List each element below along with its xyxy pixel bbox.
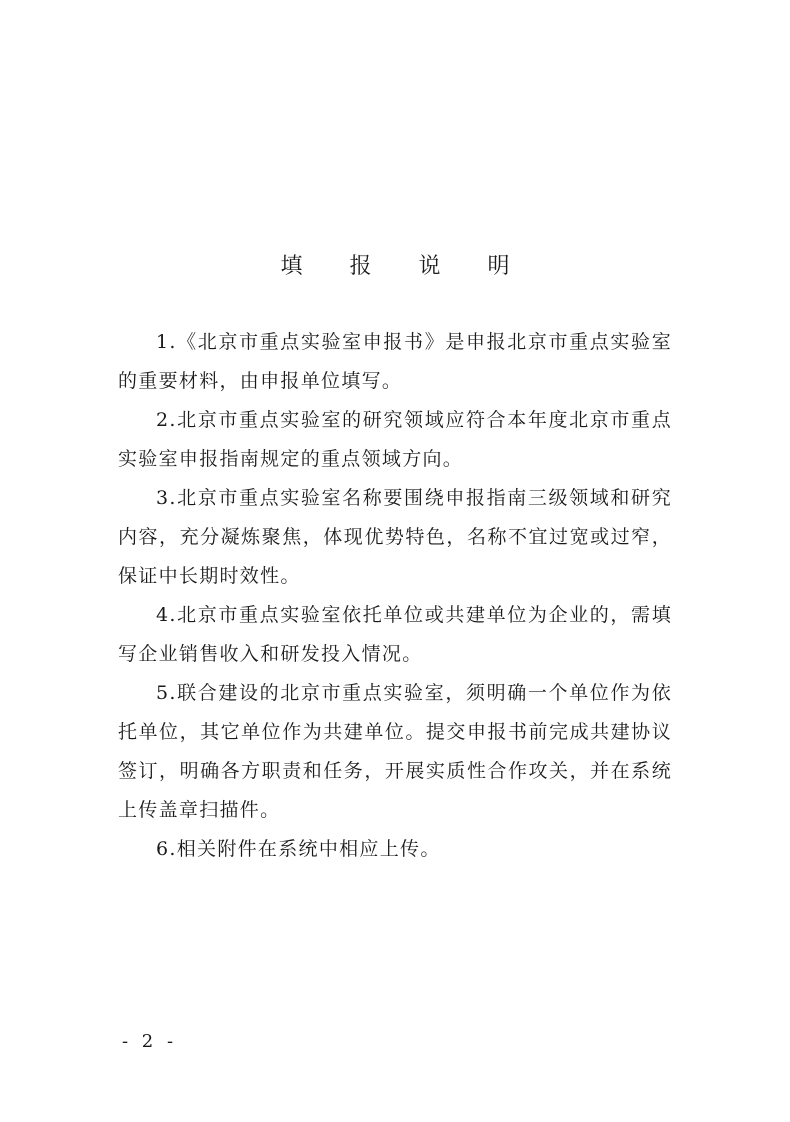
instruction-paragraph-6: 6.相关附件在系统中相应上传。 xyxy=(156,838,441,860)
page-title: 填 报 说 明 xyxy=(280,254,530,279)
instruction-paragraph-1: 1.《北京市重点实验室申报书》是申报北京市重点实验室的重要材料，由申报单位填写。 xyxy=(118,331,672,392)
page-number: - 2 - xyxy=(122,1031,178,1052)
instruction-paragraph-4: 4.北京市重点实验室依托单位或共建单位为企业的，需填写企业销售收入和研发投入情况。 xyxy=(118,604,672,665)
instructions-body xyxy=(118,323,672,869)
instruction-paragraph-5: 5.联合建设的北京市重点实验室，须明确一个单位作为依托单位，其它单位作为共建单位。提交申报书前完成共建协议签订，明确各方职责和任务，开展实质性合作攻关，并在系统上传盖章扫描件。 xyxy=(118,682,672,821)
instruction-paragraph-2: 2.北京市重点实验室的研究领域应符合本年度北京市重点实验室申报指南规定的重点领域方向。 xyxy=(118,409,672,470)
instruction-paragraph-3: 3.北京市重点实验室名称要围绕申报指南三级领域和研究内容，充分凝炼聚焦，体现优势特色，名称不宜过宽或过窄，保证中长期时效性。 xyxy=(118,487,672,587)
